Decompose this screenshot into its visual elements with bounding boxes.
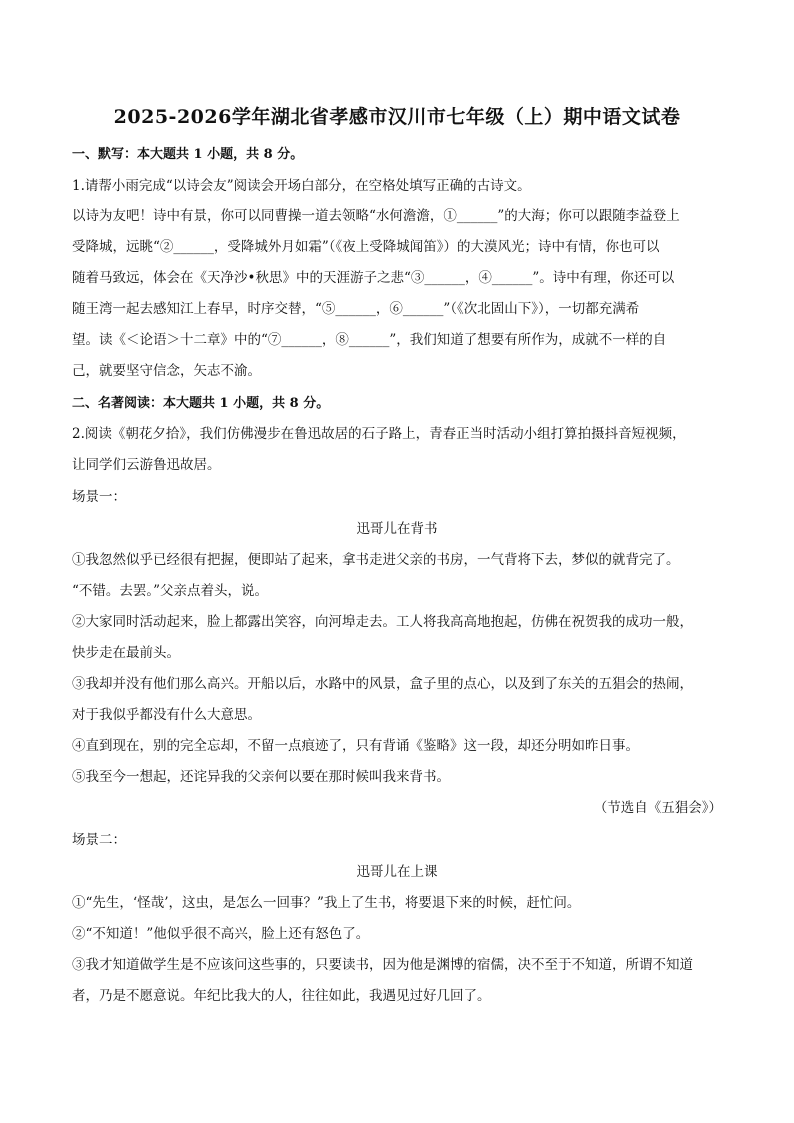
scene-1-title: 迅哥儿在背书 — [356, 521, 438, 537]
scene-1-source: （节选自《五猖会》） — [593, 800, 722, 816]
scene-2-paragraph: ③我才知道做学生是不应该问这些事的，只要读书，因为他是渊博的宿儒，决不至于不知道，所谓不知道 — [72, 957, 693, 973]
scene-1-paragraph: ③我却并没有他们那么高兴。开船以后，水路中的风景，盒子里的点心，以及到了东关的五猖会的热闹， — [72, 676, 693, 692]
section-2-heading: 二、名著阅读：本大题共 1 小题，共 8 分。 — [72, 396, 330, 411]
scene-1-paragraph: 快步走在最前头。 — [72, 645, 180, 661]
scene-1-paragraph: ②大家同时活动起来，脸上都露出笑容，向河埠走去。工人将我高高地抱起，仿佛在祝贺我的成功一般， — [72, 614, 693, 630]
question-1-prompt: 1.请帮小雨完成“以诗会友”阅读会开场白部分，在空格处填写正确的古诗文。 — [72, 178, 531, 194]
question-2-prompt: 2.阅读《朝花夕拾》，我们仿佛漫步在鲁迅故居的石子路上，青春正当时活动小组打算拍摄抖音短视频， — [72, 426, 686, 442]
question-1-text-line: 望。读《＜论语＞十二章》中的“⑦______，⑧______”，我们知道了想要有所作为，成就不一样的自 — [72, 332, 667, 348]
scene-2-title: 迅哥儿在上课 — [356, 864, 438, 880]
question-1-text-line: 以诗为友吧！诗中有景，你可以同曹操一道去领略“水何澹澹，①______”的大海；你可以跟随李益登上 — [72, 208, 680, 224]
scene-2-paragraph: ①“先生，‘怪哉’，这虫，是怎么一回事？”我上了生书，将要退下来的时候，赶忙问。 — [72, 895, 581, 911]
scene-2-paragraph: ②“不知道！”他似乎很不高兴，脸上还有怒色了。 — [72, 926, 370, 942]
scene-1-paragraph: ④直到现在，别的完全忘却，不留一点痕迹了，只有背诵《鉴略》这一段，却还分明如昨日事。 — [72, 738, 639, 754]
scene-1-paragraph: 对于我似乎都没有什么大意思。 — [72, 707, 261, 723]
question-1-text-line: 己，就要坚守信念，矢志不渝。 — [72, 363, 261, 379]
scene-1-paragraph: ①我忽然似乎已经很有把握，便即站了起来，拿书走进父亲的书房，一气背将下去，梦似的就背完了。 — [72, 552, 680, 568]
scene-1-paragraph: “不错。去罢。”父亲点着头，说。 — [72, 583, 269, 599]
scene-2-paragraph: 者，乃是不愿意说。年纪比我大的人，往往如此，我遇见过好几回了。 — [72, 988, 491, 1004]
scene-1-label: 场景一： — [72, 489, 126, 505]
question-2-prompt: 让同学们云游鲁迅故居。 — [72, 457, 221, 473]
question-1-text-line: 受降城，远眺“②______，受降城外月如霜”（《夜上受降城闻笛》）的大漠风光；诗中有情，你也可以 — [72, 239, 660, 255]
question-1-text-line: 随王湾一起去感知江上春早，时序交替，“⑤______，⑥______”（《次北固山下》），一切都充满希 — [72, 301, 640, 317]
question-1-text-line: 随着马致远，体会在《天净沙•秋思》中的天涯游子之悲“③______，④______”。诗中有理，你还可以 — [72, 270, 675, 286]
exam-title: 2025-2026学年湖北省孝感市汉川市七年级（上）期中语文试卷 — [113, 106, 681, 128]
section-1-heading: 一、默写：本大题共 1 小题，共 8 分。 — [72, 147, 304, 162]
scene-1-paragraph: ⑤我至今一想起，还诧异我的父亲何以要在那时候叫我来背书。 — [72, 769, 450, 785]
scene-2-label: 场景二： — [72, 832, 126, 848]
